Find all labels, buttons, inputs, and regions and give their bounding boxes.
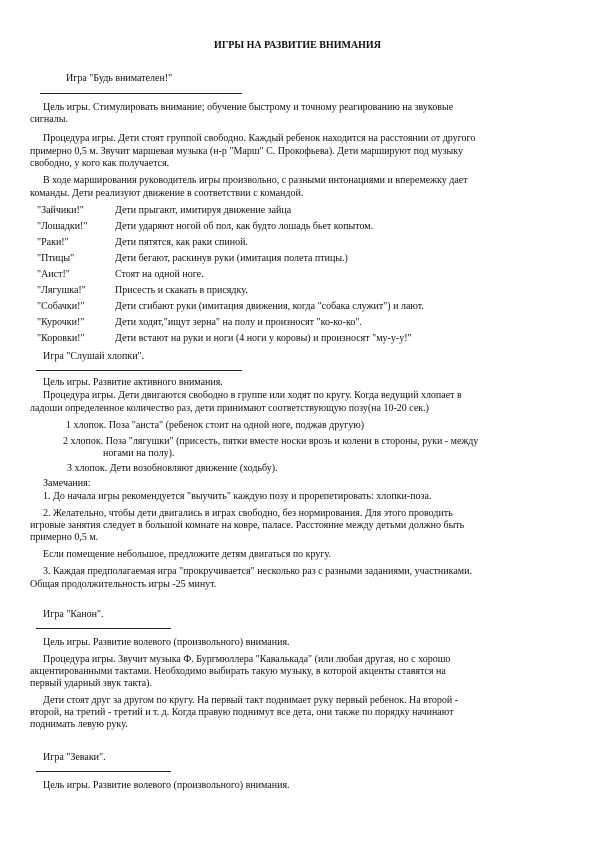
paragraph-line: ногами на полу). [103,448,175,459]
command-row [37,269,204,282]
command-description: Дети сгибают руки (имитация движения, когда "собака служит") и лают. [115,301,424,312]
paragraph-line: Если помещение небольшое, предложите детям двигаться по кругу. [43,549,331,560]
paragraph-line: ладоши определенное количество раз, дети принимают соответствующую позу(на 10-20 сек.) [30,403,429,414]
paragraph-line: поднимать левую руку. [30,719,128,730]
game-heading: Игра "Будь внимателен!" [66,73,173,84]
paragraph-line: Процедура игры. Звучит музыка Ф. Бургмюллера "Кавалькада" (или любая другая, но с хорошо [43,654,451,665]
command-name: "Зайчики!" [37,205,84,216]
game-heading: Игра "Слушай хлопки". [43,351,145,362]
command-description: Дети встают на руки и ноги (4 ноги у коровы) и произносят "му-у-у!" [115,333,412,344]
command-row [37,333,412,346]
paragraph-line: Цель игры. Развитие активного внимания. [43,377,223,388]
heading-underline [36,370,242,371]
command-row [37,253,348,266]
paragraph-line: игровые занятия следует в большой комнате на ковре, паласе. Расстояние между детьми должно быть [30,520,465,531]
paragraph-line: 3. Каждая предполагаемая игра "прокручивается" несколько раз с разными заданиями, участниками. [43,566,472,577]
command-row [37,205,291,218]
command-name: "Аист!" [37,269,70,280]
paragraph-line: второй, на третий - третий и т. д. Когда правую поднимут все дета, они также по порядку начинают [30,707,454,718]
paragraph-line: 2 хлопок. Поза "лягушки" (присесть, пятки вместе носки врозь и колени в стороны, руки - между [63,436,479,447]
paragraph-line: Цель игры. Развитие волевого (произвольного) внимания. [43,637,290,648]
heading-underline [40,93,242,94]
paragraph-line: Замечания: [43,478,91,489]
paragraph-line: 3 хлопок. Дети возобновляют движение (ходьбу). [67,463,278,474]
command-description: Дети ударяют ногой об пол, как будто лошадь бьет копытом. [115,221,374,232]
command-row [37,301,424,314]
paragraph-line: Цель игры. Стимулировать внимание; обучение быстрому и точному реагированию на звуковые [43,102,454,113]
command-name: "Собачки!" [37,301,85,312]
paragraph-line: В ходе марширования руководитель игры произвольно, с разными интонациями и вперемежку дает [43,175,468,186]
game-heading: Игра "Канон". [43,609,104,620]
paragraph-line: сигналы. [30,114,68,125]
command-row [37,237,248,250]
command-row [37,317,362,330]
command-description: Присесть и скакать в присядку. [115,285,248,296]
command-name: "Лошадки!" [37,221,88,232]
paragraph-line: первый ударный звук такта). [30,678,153,689]
paragraph-line: Процедура игры. Дети стоят группой свободно. Каждый ребенок находится на расстоянии от другого [43,133,476,144]
paragraph-line: 2. Желательно, чтобы дети двигались в играх свободно, без нормирования. Для этого проводить [43,508,453,519]
paragraph-line: команды. Дети реализуют движение в соответствии с командой. [30,188,304,199]
paragraph-line: примерно 0,5 м. [30,532,99,543]
command-row [37,221,373,234]
command-description: Дети пятятся, как раки спиной. [115,237,248,248]
command-description: Дети ходят,"ищут зерна" на полу и произносят "ко-ко-ко". [115,317,362,328]
command-description: Дети прыгают, имитируя движение зайца [115,205,292,216]
heading-underline [36,628,171,629]
paragraph-line: 1 хлопок. Поза "аиста" (ребенок стоит на одной ноге, поджав другую) [66,420,365,431]
game-heading: Игра "Зеваки". [43,752,106,763]
paragraph-line: Процедура игры. Дети двигаются свободно в группе или ходят по кругу. Когда ведущий хлопает в [43,390,462,401]
paragraph-line: свободно, у кого как получается. [30,158,170,169]
paragraph-line: Цель игры. Развитие волевого (произвольного) внимания. [43,780,290,791]
command-row [37,285,248,298]
paragraph-line: Дети стоят друг за другом по кругу. На первый такт поднимает руку первый ребенок. На второй - [43,695,459,706]
command-name: "Курочки!" [37,317,85,328]
heading-underline [36,771,171,772]
paragraph-line: 1. До начала игры рекомендуется "выучить" каждую позу и прорепетировать: хлопки-поза. [43,491,432,502]
command-name: "Птицы" [37,253,75,264]
page-title: ИГРЫ НА РАЗВИТИЕ ВНИМАНИЯ [214,40,381,51]
command-description: Стоят на одной ноге. [115,269,204,280]
command-name: "Раки!" [37,237,69,248]
paragraph-line: примерно 0,5 м. Звучит маршевая музыка (н-р "Марш" С. Прокофьева). Дети маршируют под музыку [30,146,463,157]
paragraph-line: Общая продолжительность игры -25 минут. [30,579,217,590]
command-name: "Коровки!" [37,333,85,344]
command-name: "Лягушка!" [37,285,86,296]
command-description: Дети бегают, раскинув руки (имитация полета птицы.) [115,253,348,264]
paragraph-line: акцентированными тактами. Необходимо выбирать такую музыку, в которой акценты ставятся на [30,666,446,677]
